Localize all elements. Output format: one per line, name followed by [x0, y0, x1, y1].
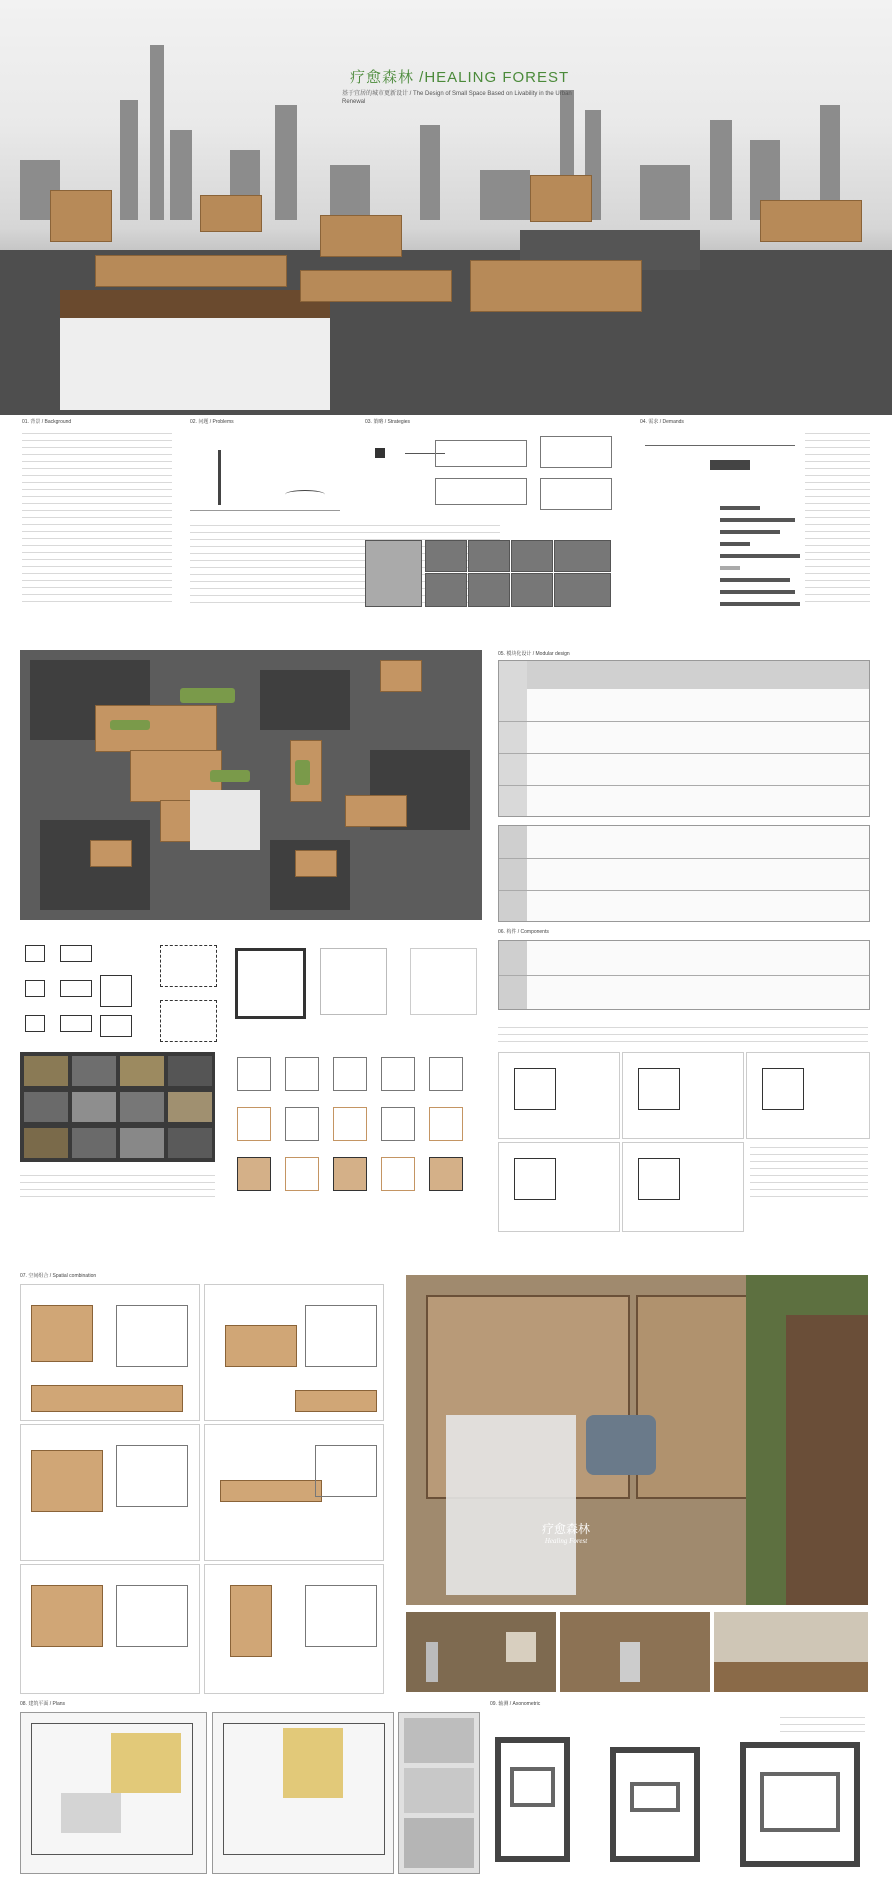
- strategy-photo: [425, 573, 467, 607]
- module-matrix: [498, 660, 870, 817]
- strategy-photo: [468, 573, 510, 607]
- frame-cube: [320, 948, 387, 1015]
- strategy-photo: [365, 540, 422, 607]
- demand-bar: [720, 566, 740, 570]
- problems-diagram: [190, 430, 340, 511]
- demands-text: [805, 428, 870, 606]
- material-text: [20, 1170, 215, 1200]
- component-matrix: [498, 825, 870, 922]
- strategy-photo: [425, 540, 467, 572]
- aerial-render: [20, 650, 482, 920]
- sign-sub: Healing Forest: [544, 1537, 588, 1545]
- frame-cube: [410, 948, 477, 1015]
- unit-card: [622, 1142, 744, 1232]
- wood-module: [200, 195, 262, 232]
- interior-render: [406, 1612, 556, 1692]
- section-heading: 06. 构件 / Components: [498, 929, 549, 935]
- page-title: 疗愈森林 /HEALING FOREST: [350, 69, 570, 86]
- section-heading: 07. 空间组合 / Spatial combination: [20, 1273, 97, 1279]
- wood-module: [320, 215, 402, 257]
- material-photo-grid: [20, 1052, 215, 1162]
- demands-icons: [640, 430, 800, 490]
- wood-module: [300, 270, 452, 302]
- module-combination-diagram: [20, 940, 220, 1045]
- strategy-photo: [554, 540, 611, 572]
- page-subtitle: 基于宜居的城市更新设计 / The Design of Small Space Based on Livability in the Urban Renewal: [342, 91, 572, 105]
- frame-assembly-diagram: [235, 1055, 475, 1195]
- wood-module: [50, 190, 112, 242]
- unit-card: [498, 1052, 620, 1139]
- wood-module: [470, 260, 642, 312]
- skyscraper: [330, 165, 370, 220]
- demand-bar: [720, 518, 795, 522]
- skyscraper: [640, 165, 690, 220]
- wood-module: [530, 175, 592, 222]
- combination-card: [204, 1284, 384, 1421]
- skyscraper: [150, 45, 164, 220]
- interior-render: [560, 1612, 710, 1692]
- combination-card: [204, 1424, 384, 1561]
- section-heading: 05. 模块化设计 / Modular design: [498, 651, 570, 657]
- axonometric-diagram: [490, 1712, 868, 1872]
- combination-card: [20, 1564, 200, 1694]
- section-heading: 03. 策略 / Strategies: [365, 419, 411, 425]
- unit-text: [750, 1142, 868, 1202]
- floor-plan: [20, 1712, 207, 1874]
- sign-main: 疗愈森林: [541, 1522, 590, 1536]
- rooftop-render: [714, 1612, 868, 1692]
- unit-card: [746, 1052, 870, 1139]
- background-text: [22, 428, 172, 603]
- wood-module: [760, 200, 862, 242]
- tiled-roof: [60, 290, 330, 318]
- skyscraper: [120, 100, 138, 220]
- combination-card: [20, 1424, 200, 1561]
- frame-cube: [235, 948, 306, 1019]
- section-heading: 08. 建筑平面 / Plans: [20, 1701, 66, 1707]
- strategy-photo: [511, 573, 553, 607]
- skyscraper: [170, 130, 192, 220]
- unit-card: [498, 1142, 620, 1232]
- strategy-flow-diagram: [365, 428, 615, 513]
- skyscraper: [420, 125, 440, 220]
- top-view-render: [406, 1275, 868, 1605]
- combination-card: [20, 1284, 200, 1421]
- floor-plan: [212, 1712, 394, 1874]
- demand-bar: [720, 506, 760, 510]
- component-text: [498, 1022, 868, 1044]
- strategy-photo: [468, 540, 510, 572]
- demand-bar: [720, 590, 795, 594]
- skyscraper: [710, 120, 732, 220]
- strategy-photo: [554, 573, 611, 607]
- skyscraper: [480, 170, 530, 220]
- strategy-photo: [511, 540, 553, 572]
- combination-card: [204, 1564, 384, 1694]
- demand-bar: [720, 530, 780, 534]
- section-heading: 02. 问题 / Problems: [190, 419, 234, 425]
- demand-bar: [720, 554, 800, 558]
- section-heading: 09. 轴测 / Axonometric: [490, 1701, 541, 1707]
- section-views: [398, 1712, 480, 1874]
- demand-bar: [720, 578, 790, 582]
- wood-module: [95, 255, 287, 287]
- demand-bar: [720, 542, 750, 546]
- unit-card: [622, 1052, 744, 1139]
- demand-bar: [720, 602, 800, 606]
- skyscraper: [275, 105, 297, 220]
- section-heading: 01. 背景 / Background: [22, 419, 72, 425]
- furniture-matrix: [498, 940, 870, 1010]
- hero-render: [0, 0, 892, 415]
- section-heading: 04. 需求 / Demands: [640, 419, 684, 425]
